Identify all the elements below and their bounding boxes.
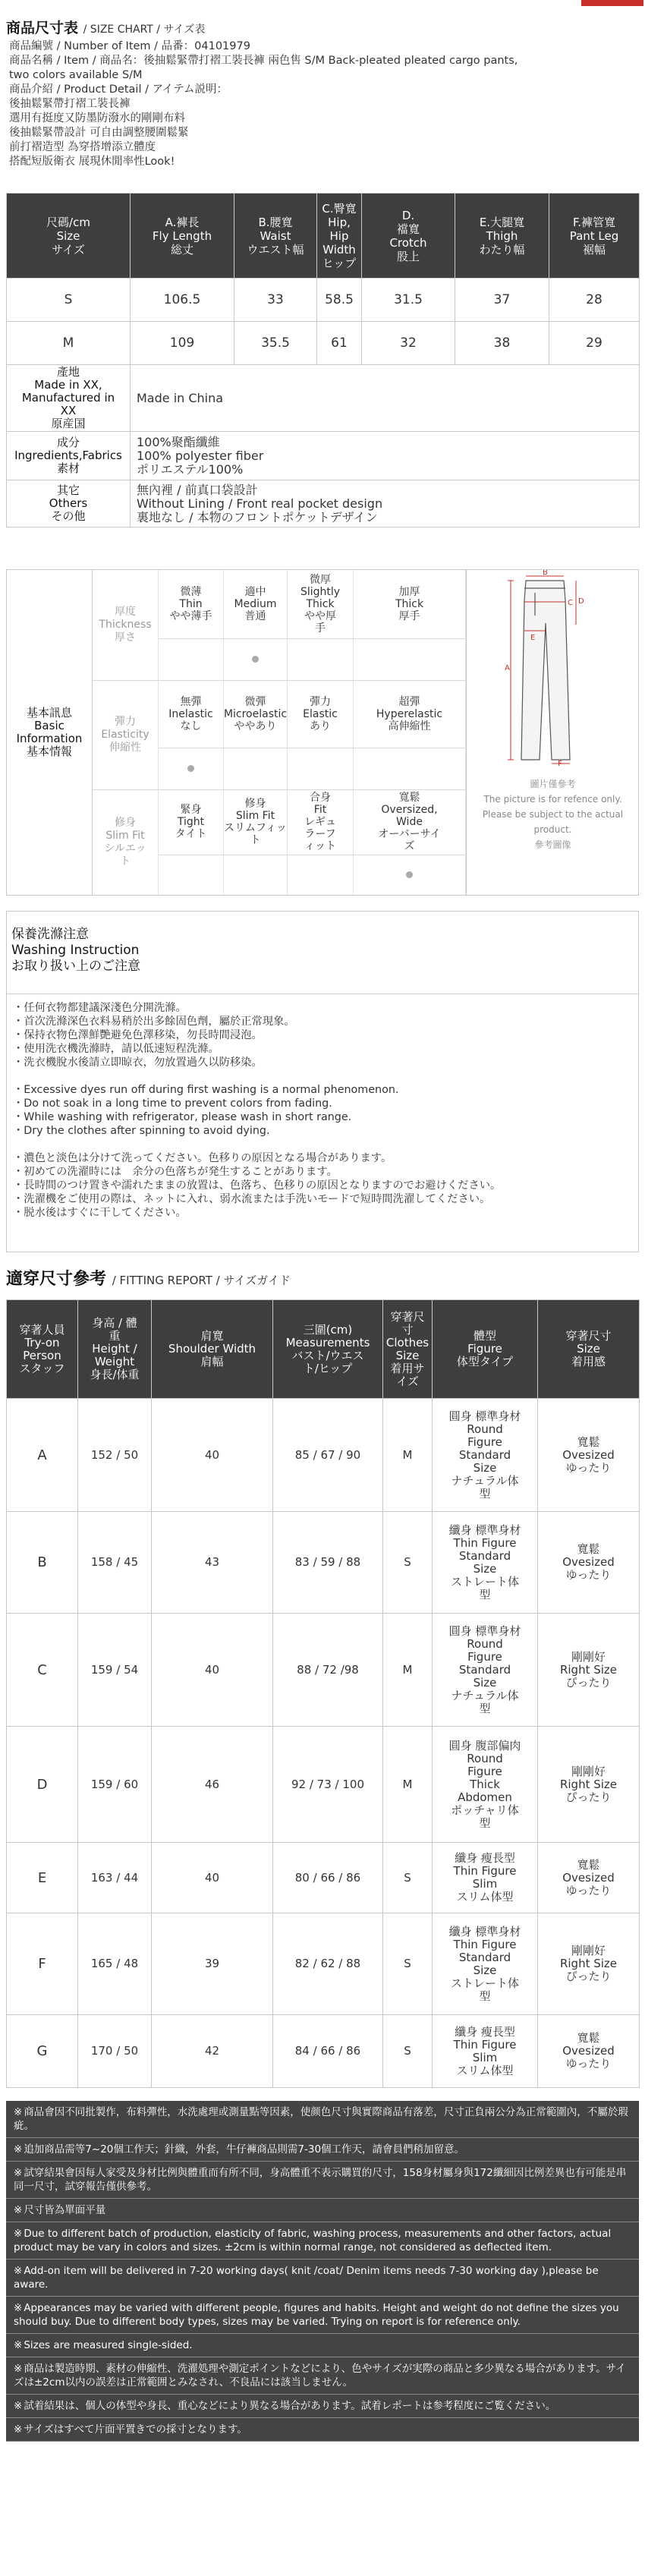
fitting-header: 體型 Figure 体型タイプ (433, 1300, 538, 1399)
fitting-figure: 纖身 標準身材 Thin Figure Standard Size ストレート体 型 (433, 1512, 538, 1614)
washing-title (11, 927, 140, 975)
table-row (7, 1614, 640, 1727)
table-row (7, 1399, 640, 1512)
fitting-shoulder: 46 (152, 1727, 273, 1843)
fitting-figure: 纖身 瘦長型 Thin Figure Slim スリム体型 (433, 2015, 538, 2088)
note-text: 試着結果は、個人の体型や身長、重心などにより異なる場合があります。試着レポートは参考程度にご覧ください。 (24, 2400, 556, 2412)
table-row (7, 322, 640, 365)
selection-cell (159, 748, 224, 789)
washing-line: ・初めての洗濯時には 余分の色落ちが発生することがあります。 (13, 1166, 338, 1178)
fitting-size: M (383, 1399, 433, 1512)
washing-line: ・任何衣物都建議深淺色分開洗滌。 (13, 1002, 187, 1014)
washing-instructions (13, 1001, 635, 1220)
size-header: 尺碼/cm Size サイズ (7, 194, 131, 279)
table-row (7, 1727, 640, 1843)
fitting-figure: 圓身 腹部偏肉 Round Figure Thick Abdomen ポッチャリ体 型 (433, 1727, 538, 1843)
note-text: 試穿結果會因每人家受及身材比例與體重而有所不同，身高體重不表示購買的尺寸，158身材屬身與172纖細因比例差異也有可能是串同一尺寸，試穿報告僅供參考。 (14, 2167, 627, 2193)
divider (93, 789, 466, 790)
ingredients-value: 100%聚酯纖維 100% polyester fiber ポリエステル100% (131, 432, 640, 480)
value-cell: 29 (549, 322, 640, 365)
fitting-person: B (7, 1512, 78, 1614)
fitting-header: 三圍(cm) Measurements バスト/ウエス ト/ヒップ (273, 1300, 383, 1399)
option-fit: 修身 Slim Fit スリムフィッ ト (224, 789, 288, 855)
fitting-person: F (7, 1913, 78, 2015)
divider (224, 638, 288, 639)
fitting-size: M (383, 1727, 433, 1843)
option-elasticity: 彈力 Elastic あり (288, 680, 354, 748)
washing-title-line: お取り扱い上のご注意 (11, 959, 140, 974)
caption-line: Please be subject to the actual (482, 809, 624, 820)
option-thickness: 適中 Medium 普通 (224, 570, 288, 638)
washing-line: ・使用洗衣機洗滌時，請以低速短程洗滌。 (13, 1043, 219, 1055)
basic-info-heading (7, 570, 93, 895)
category-thickness: 厚度 Thickness 厚さ (93, 570, 159, 680)
washing-title-line: 保養洗滌注意 (11, 927, 89, 942)
note-text: 追加商品需等7~20個工作天；針織，外套，牛仔褲商品則需7-30個工作天，請會員們稍加留意。 (24, 2143, 465, 2156)
note-item (6, 2334, 639, 2357)
fitting-feel: 寬鬆 Ovesized ゆったり (538, 1843, 640, 1913)
table-row (7, 480, 640, 527)
fitting-title (6, 1266, 291, 1290)
washing-line: ・首次洗滌深色衣料易稍於出多餘固色劑，屬於正常現象。 (13, 1016, 295, 1028)
value-cell: 38 (455, 322, 549, 365)
fitting-meas: 82 / 62 / 88 (273, 1913, 383, 2015)
size-chart-table (6, 193, 640, 527)
note-item (6, 2138, 639, 2162)
value-cell: 31.5 (362, 279, 455, 322)
fitting-person: C (7, 1614, 78, 1727)
note-marker: ※ (14, 2363, 23, 2375)
category-fit: 修身 Slim Fit シルエッ ト (93, 789, 159, 895)
value-cell: 32 (362, 322, 455, 365)
note-marker: ※ (14, 2400, 23, 2412)
diagram-letter: C (568, 599, 573, 607)
fitting-hw: 163 / 44 (78, 1843, 152, 1913)
fitting-shoulder: 42 (152, 2015, 273, 2088)
top-bar (0, 0, 645, 17)
fitting-feel: 剛剛好 Right Size ぴったり (538, 1727, 640, 1843)
value-cell: 61 (317, 322, 362, 365)
option-fit: 緊身 Tight タイト (159, 789, 224, 855)
divider (159, 638, 224, 639)
category-elasticity: 彈力 Elasticity 伸縮性 (93, 680, 159, 789)
note-text: Sizes are measured single-sided. (24, 2339, 193, 2351)
fitting-feel: 寬鬆 Ovesized ゆったり (538, 1512, 640, 1614)
washing-title-line: Washing Instruction (11, 943, 140, 958)
fitting-meas: 80 / 66 / 86 (273, 1843, 383, 1913)
option-elasticity: 超彈 Hyperelastic 高伸縮性 (354, 680, 466, 748)
note-text: 商品會因不同批製作，布料彈性，水洗處理或測量點等因素，使颜色尺寸與實際商品有落差，尺寸正負兩公分為正常範圍內，不屬於瑕疵。 (14, 2106, 628, 2132)
note-item (6, 2260, 639, 2297)
fitting-meas: 92 / 73 / 100 (273, 1727, 383, 1843)
diagram-caption (467, 776, 639, 852)
table-row (7, 279, 640, 322)
diagram-letter: B (543, 570, 548, 577)
fitting-feel: 剛剛好 Right Size ぴったり (538, 1614, 640, 1727)
divider (354, 638, 466, 639)
divider (288, 638, 354, 639)
selection-cell (354, 748, 466, 789)
washing-panel (6, 911, 639, 1252)
table-row (7, 1843, 640, 1913)
selection-cell (224, 748, 288, 789)
note-marker: ※ (14, 2167, 23, 2179)
diagram-letter: F (558, 760, 562, 767)
note-marker: ※ (14, 2228, 23, 2240)
option-elasticity: 無彈 Inelastic なし (159, 680, 224, 748)
selection-cell (354, 638, 466, 680)
fitting-feel: 寬鬆 Ovesized ゆったり (538, 1399, 640, 1512)
size-header: F.褲管寬 Pant Leg 裾幅 (549, 194, 640, 279)
washing-line: ・洗衣機脫水後請立即晾衣，勿放置過久以防移染。 (13, 1057, 263, 1069)
note-item (6, 2418, 639, 2442)
fitting-title-main: 適穿尺寸參考 (6, 1270, 107, 1289)
value-cell: 58.5 (317, 279, 362, 322)
note-text: 商品は製造時期、素材の伸縮性、洗濯処理や測定ポイントなどにより、色やサイズが実際の商品と多少異なる場合があります。サイズは±2cm以内の誤差は正常範囲とみなされ、不良品には該当しません。 (14, 2363, 626, 2389)
washing-line: ・Do not soak in a long time to prevent colors from fading. (13, 1097, 332, 1110)
size-cell: M (7, 322, 131, 365)
selection-cell (159, 638, 224, 680)
fitting-shoulder: 43 (152, 1512, 273, 1614)
value-cell: 28 (549, 279, 640, 322)
note-text: Add-on item will be delivered in 7-20 working days( knit /coat/ Denim items needs 7-30 working day ),please be aware. (14, 2265, 599, 2291)
divider (93, 680, 466, 681)
others-value: 無內裡 / 前真口袋設計 Without Lining / Front real pocket design 裏地なし / 本物のフロントポケットデザイン (131, 480, 640, 527)
info-line: 後抽鬆緊帶設計 可自由調整腰圍鬆緊 (9, 127, 189, 139)
info-line: 商品編號 / Number of Item / 品番：04101979 (9, 40, 250, 52)
washing-line: ・濃色と淡色は分けて洗ってください。色移りの原因となる場合があります。 (13, 1152, 392, 1164)
fitting-size: S (383, 1913, 433, 2015)
fitting-header: 穿著尺寸 Size 着用感 (538, 1300, 640, 1399)
table-row (7, 1913, 640, 2015)
info-line: 後抽鬆緊帶打褶工裝長褲 (9, 98, 131, 110)
washing-line: ・長時間のつけ置きや濡れたままの放置は、色落ち、色移りの原因となりますのでお避けください。 (13, 1179, 502, 1192)
others-label: 其它 Others その他 (7, 480, 131, 527)
title-main: 商品尺寸表 (6, 20, 79, 36)
fitting-header: 穿著尺 寸 Clothes Size 着用サ イズ (383, 1300, 433, 1399)
selection-cell (224, 855, 288, 895)
page-title (6, 17, 205, 37)
fitting-figure: 圓身 標準身材 Round Figure Standard Size ナチュラル体 型 (433, 1399, 538, 1512)
option-fit: 合身 Fit レギュ ラーフ ィット (288, 789, 354, 855)
info-line: 前打褶造型 為穿搭增添立體度 (9, 141, 156, 153)
size-header: E.大腿寬 Thigh わたり幅 (455, 194, 549, 279)
selection-cell (288, 638, 354, 680)
note-marker: ※ (14, 2204, 23, 2216)
size-cell: S (7, 279, 131, 322)
table-row (7, 1512, 640, 1614)
fitting-figure: 纖身 瘦長型 Thin Figure Slim スリム体型 (433, 1843, 538, 1913)
table-row (7, 365, 640, 432)
caption-line: product. (533, 824, 572, 835)
option-thickness: 微薄 Thin やや薄手 (159, 570, 224, 638)
note-marker: ※ (14, 2106, 23, 2118)
fitting-hw: 152 / 50 (78, 1399, 152, 1512)
fitting-hw: 159 / 60 (78, 1727, 152, 1843)
value-cell: 109 (131, 322, 234, 365)
note-item (6, 2357, 639, 2395)
note-item (6, 2101, 639, 2138)
basic-info-panel (6, 569, 639, 896)
diagram-letter: A (505, 664, 510, 672)
note-marker: ※ (14, 2339, 23, 2351)
caption-line: The picture is for refence only. (483, 794, 622, 805)
info-line: 選用有挺度又防墨防潑水的剛剛布料 (9, 112, 185, 124)
size-header: B.腰寬 Waist ウエスト幅 (234, 194, 317, 279)
info-line: two colors available S/M (9, 69, 143, 81)
fitting-title-sub: / FITTING REPORT / サイズガイド (112, 1274, 291, 1287)
note-marker: ※ (14, 2143, 23, 2156)
fitting-header: 穿著人員 Try-on Person スタッフ (7, 1300, 78, 1399)
fitting-figure: 纖身 標準身材 Thin Figure Standard Size ストレート体 型 (433, 1913, 538, 2015)
note-marker: ※ (14, 2265, 23, 2277)
caption-line: 參考圖像 (534, 839, 571, 850)
option-fit: 寬鬆 Oversized, Wide オーバーサイ ズ (354, 789, 466, 855)
fitting-person: D (7, 1727, 78, 1843)
note-text: Appearances may be varied with different people, figures and habits. Height and weight do not define the sizes you should buy. Due to different body types, sizes may be varied. Trying on report is for reference only. (14, 2302, 619, 2328)
washing-line: ・Excessive dyes run off during first washing is a normal phenomenon. (13, 1084, 399, 1096)
note-text: サイズはすべて片面平置きでの採寸となります。 (24, 2423, 247, 2436)
fitting-header: 肩寬 Shoulder Width 肩幅 (152, 1300, 273, 1399)
size-header: D. 襠寬 Crotch 股上 (362, 194, 455, 279)
info-line: 商品名稱 / Item / 商品名：後抽鬆緊帶打褶工裝長褲 兩色售 S/M Back-pleated pleated cargo pants, (9, 55, 518, 67)
selection-cell (288, 748, 354, 789)
option-elasticity: 微彈 Microelastic ややあり (224, 680, 288, 748)
selected-dot-icon (187, 765, 194, 772)
ingredients-label: 成分 Ingredients,Fabrics 素材 (7, 432, 131, 480)
info-line: 搭配短版衛衣 展現休閒率性Look! (9, 156, 175, 168)
washing-line: ・Dry the clothes after spinning to avoid dying. (13, 1125, 270, 1137)
washing-line: ・保持衣物色澤鮮艷避免色澤移染，勿長時間浸泡。 (13, 1029, 263, 1041)
fitting-hw: 159 / 54 (78, 1614, 152, 1727)
note-item (6, 2162, 639, 2199)
fitting-feel: 寬鬆 Ovesized ゆったり (538, 2015, 640, 2088)
fitting-meas: 88 / 72 /98 (273, 1614, 383, 1727)
caption-line: 圖片僅參考 (530, 779, 576, 789)
option-thickness: 加厚 Thick 厚手 (354, 570, 466, 638)
selection-cell (288, 855, 354, 895)
value-cell: 37 (455, 279, 549, 322)
fitting-person: G (7, 2015, 78, 2088)
fitting-person: E (7, 1843, 78, 1913)
value-cell: 33 (234, 279, 317, 322)
table-row (7, 2015, 640, 2088)
pant-diagram (466, 570, 638, 895)
fitting-report-table (6, 1299, 640, 2088)
fitting-person: A (7, 1399, 78, 1512)
value-cell: 35.5 (234, 322, 317, 365)
fitting-meas: 83 / 59 / 88 (273, 1512, 383, 1614)
note-marker: ※ (14, 2423, 23, 2436)
diagram-letter: E (530, 634, 536, 642)
accent-bar (581, 0, 643, 6)
selection-cell (224, 638, 288, 680)
option-thickness: 微厚 Slightly Thick やや厚 手 (288, 570, 354, 638)
fitting-shoulder: 39 (152, 1913, 273, 2015)
note-marker: ※ (14, 2302, 23, 2314)
note-item (6, 2297, 639, 2334)
size-header: C.臀寬 Hip, Hip Width ヒップ (317, 194, 362, 279)
selection-cell (354, 855, 466, 895)
washing-line: ・脱水後はすぐに干してください。 (13, 1207, 187, 1219)
selection-cell (159, 855, 224, 895)
fitting-size: M (383, 1614, 433, 1727)
note-text: 尺寸皆為單面平量 (24, 2204, 106, 2216)
washing-line: ・While washing with refrigerator, please wash in short range. (13, 1111, 352, 1123)
fitting-shoulder: 40 (152, 1843, 273, 1913)
origin-label: 產地 Made in XX, Manufactured in XX 原産国 (7, 365, 131, 432)
pants-measure-icon (467, 570, 639, 767)
fitting-meas: 85 / 67 / 90 (273, 1399, 383, 1512)
info-line: 商品介紹 / Product Detail / アイテム説明： (9, 83, 228, 96)
note-item (6, 2222, 639, 2260)
table-row (7, 432, 640, 480)
selected-dot-icon (406, 871, 413, 878)
fitting-meas: 84 / 66 / 86 (273, 2015, 383, 2088)
fitting-hw: 165 / 48 (78, 1913, 152, 2015)
note-text: Due to different batch of production, elasticity of fabric, washing process, measurements and other factors, actual product may be vary in colors and sizes. ±2cm is within normal range, not considered as deflected item. (14, 2228, 612, 2253)
fitting-hw: 158 / 45 (78, 1512, 152, 1614)
basic-info-title: 基本訊息 Basic Information 基本情報 (16, 706, 83, 758)
note-item (6, 2199, 639, 2222)
spacer (13, 1138, 635, 1151)
note-item (6, 2395, 639, 2418)
title-sub: / SIZE CHART / サイズ表 (83, 24, 206, 36)
origin-value: Made in China (131, 365, 640, 432)
fitting-hw: 170 / 50 (78, 2015, 152, 2088)
diagram-letter: D (578, 597, 584, 606)
fitting-shoulder: 40 (152, 1614, 273, 1727)
value-cell: 106.5 (131, 279, 234, 322)
fitting-size: S (383, 1843, 433, 1913)
fitting-header: 身高 / 體 重 Height / Weight 身長/体重 (78, 1300, 152, 1399)
notes-panel (6, 2101, 639, 2442)
fitting-shoulder: 40 (152, 1399, 273, 1512)
product-info (9, 39, 639, 169)
fitting-size: S (383, 1512, 433, 1614)
size-header: A.褲長 Fly Length 総丈 (131, 194, 234, 279)
washing-line: ・洗濯機をご使用の際は、ネットに入れ、弱水流または手洗いモードで短時間洗濯してください。 (13, 1193, 491, 1205)
spacer (13, 1069, 635, 1083)
selected-dot-icon (252, 656, 259, 663)
fitting-size: S (383, 2015, 433, 2088)
fitting-feel: 剛剛好 Right Size ぴったり (538, 1913, 640, 2015)
fitting-figure: 圓身 標準身材 Round Figure Standard Size ナチュラル体 型 (433, 1614, 538, 1727)
